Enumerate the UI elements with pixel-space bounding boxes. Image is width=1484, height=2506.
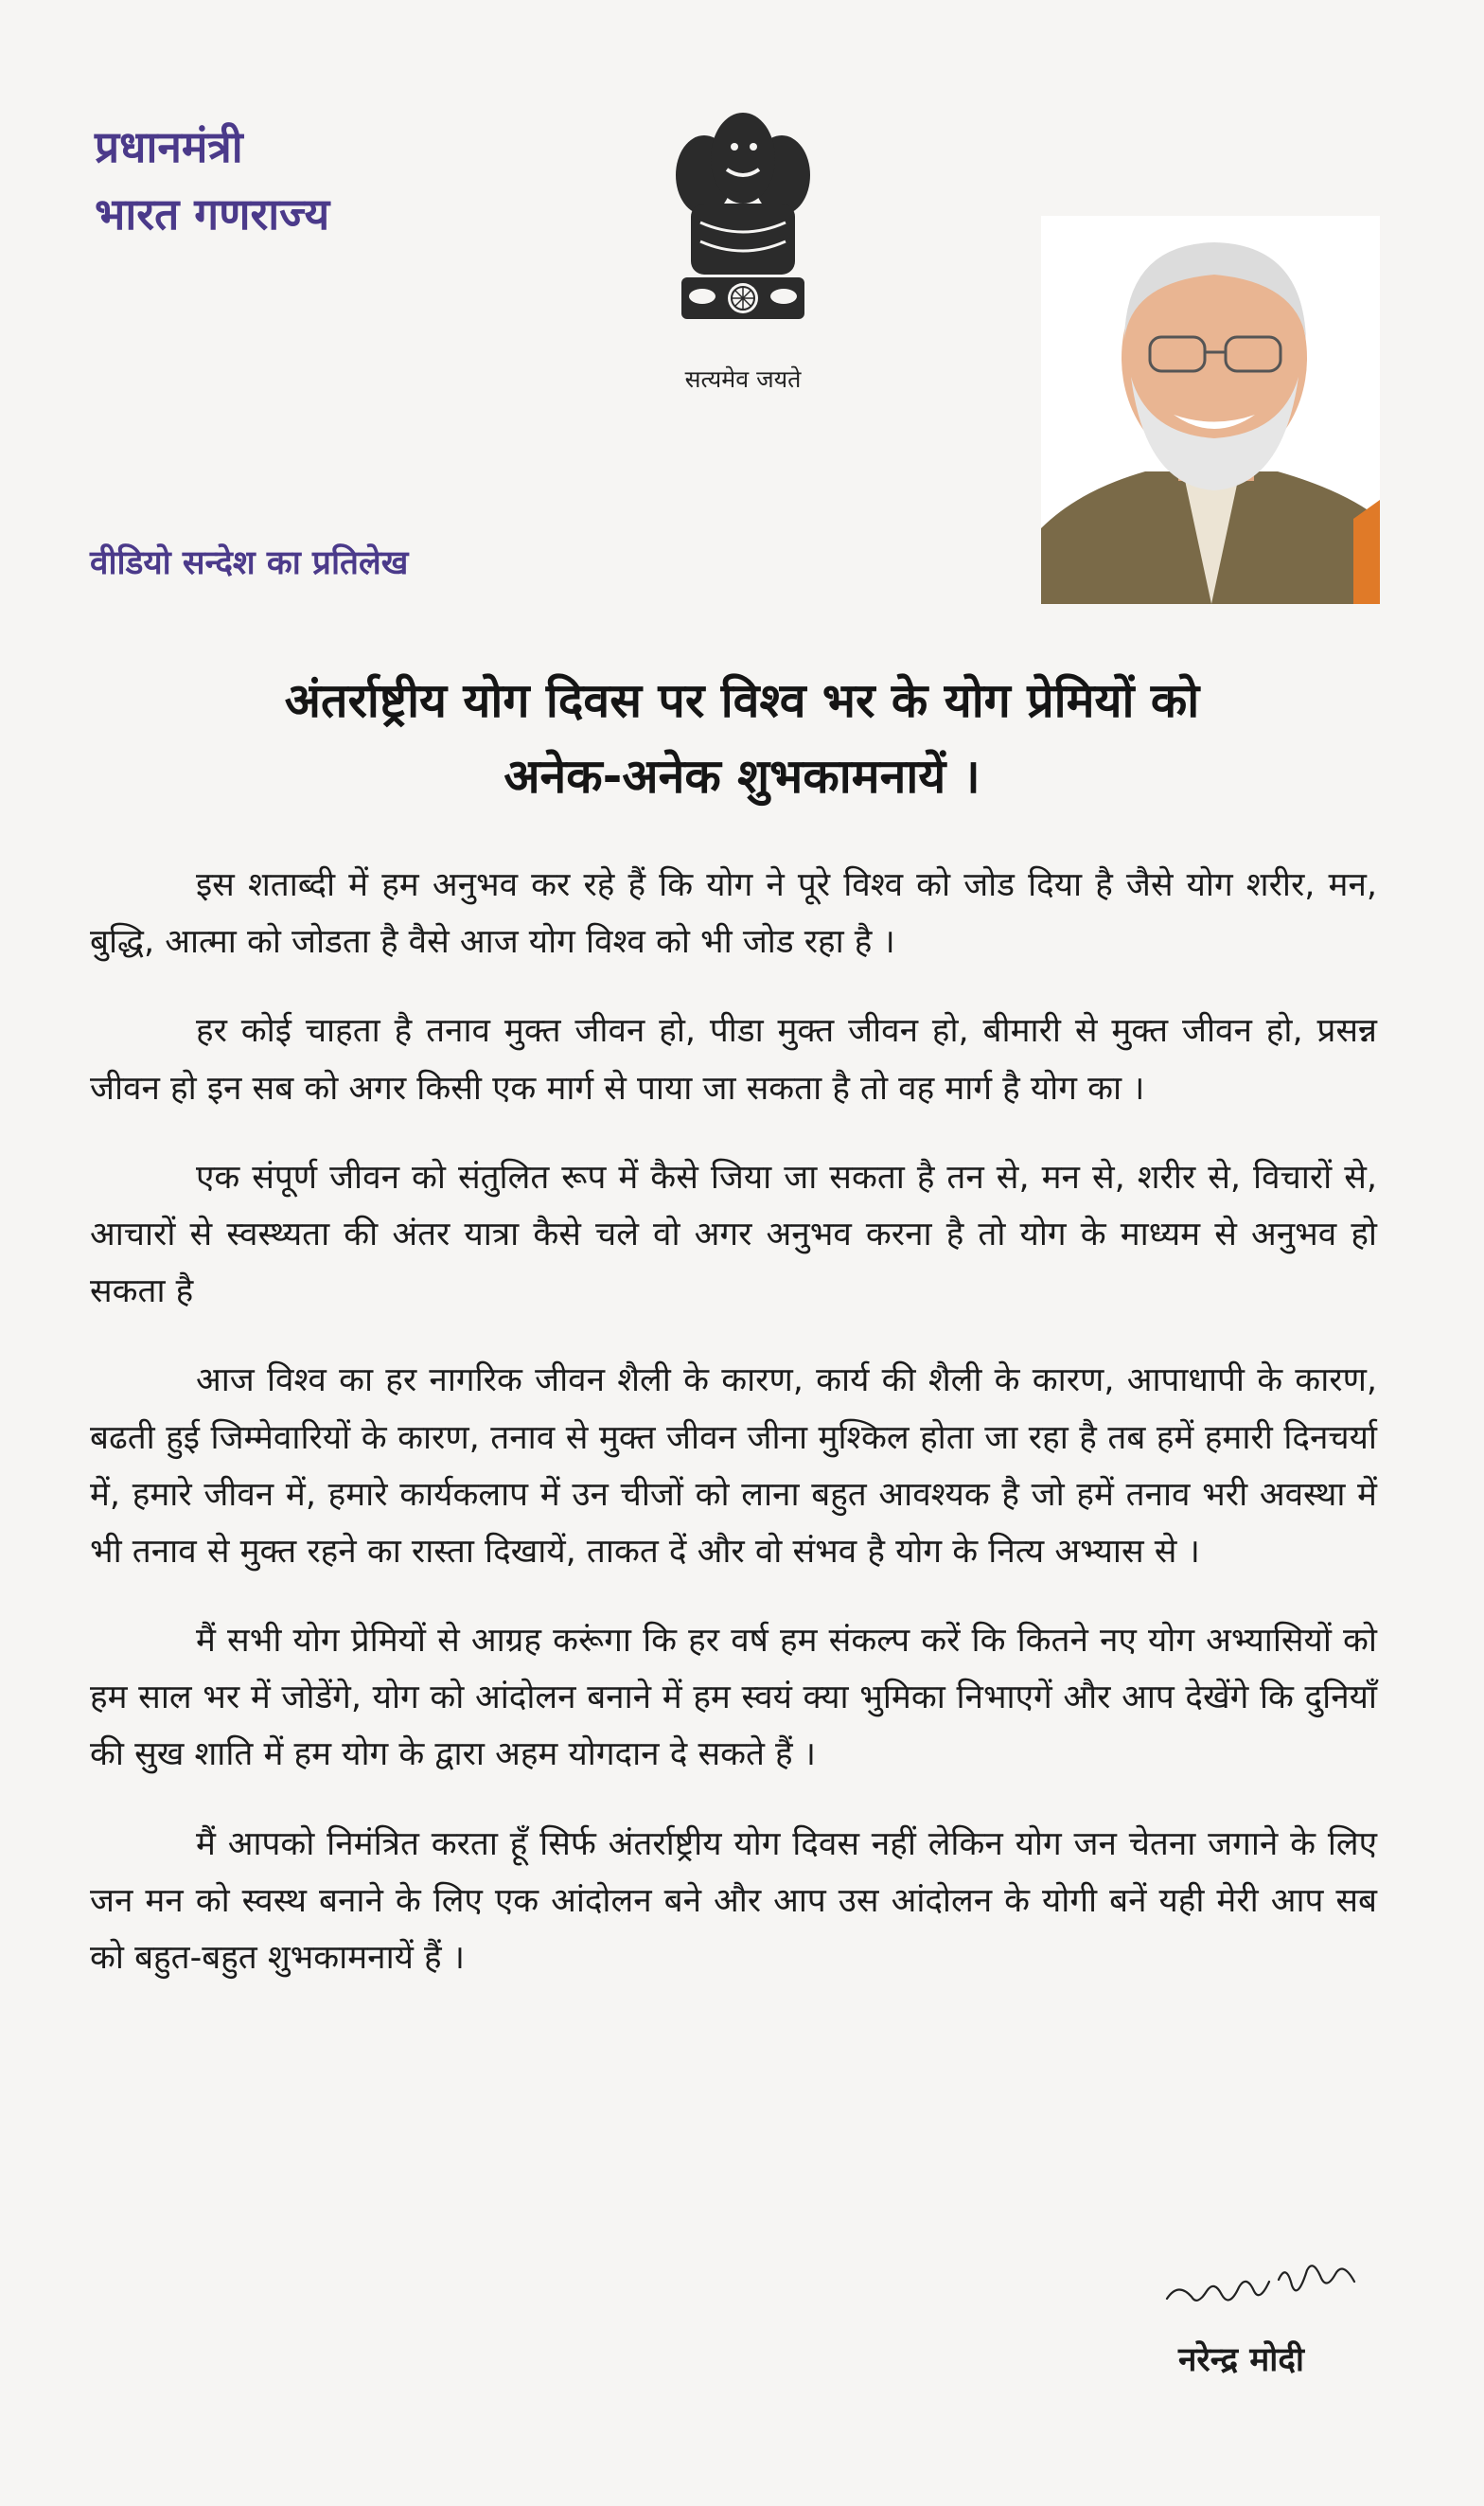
paragraph: मैं आपको निमंत्रित करता हूँ सिर्फ अंतर्राष्ट्रीय योग दिवस नहीं लेकिन योग जन चेतना जगाने के लिए जन मन को स्वस्थ बनाने के लिए एक आंदोलन बने और आप उस आंदोलन के योगी बनें यही मेरी आप सब को बहुत-बहुत शुभकामनायें हैं ।	[90, 1824, 1377, 1977]
paragraph: इस शताब्दी में हम अनुभव कर रहे हैं कि योग ने पूरे विश्व को जोड दिया है जैसे योग शरीर, मन, बुद्धि, आत्मा को जोडता है वैसे आज योग विश्व को भी जोड रहा है ।	[90, 866, 1377, 962]
paragraph: एक संपूर्ण जीवन को संतुलित रूप में कैसे जिया जा सकता है तन से, मन से, शरीर से, विचारों से, आचारों से स्वस्थ्यता की अंतर यात्रा कैसे चले वो अगर अनुभव करना है तो योग के माध्यम से अनुभव हो सकता है	[90, 1158, 1378, 1311]
signatory-name: नरेन्द्र मोदी	[1178, 2341, 1304, 2379]
paragraph: आज विश्व का हर नागरिक जीवन शैली के कारण, कार्य की शैली के कारण, आपाधापी के कारण, बढती हुई जिम्मेवारियों के कारण, तनाव से मुक्त जीवन जीना मुश्किल होता जा रहा है तब हमें हमारी दिनचर्या में, हमारे जीवन में, हमारे कार्यकलाप में उन चीजों को लाना बहुत आवश्यक है जो हमें तनाव भरी अवस्था में भी तनाव से मुक्त रहने का रास्ता दिखायें, ताकत दें और वो संभव है योग के नित्य अभ्यास से ।	[90, 1361, 1377, 1571]
country-name: भारत गणराज्य	[95, 188, 330, 240]
title-line-2: अनेक-अनेक शुभकामनायें ।	[504, 749, 980, 804]
office-title: प्रधानमंत्री	[95, 121, 243, 172]
transcript-subheading: वीडियो सन्देश का प्रतिलेख	[90, 544, 409, 582]
paragraph: हर कोई चाहता है तनाव मुक्त जीवन हो, पीडा मुक्त जीवन हो, बीमारी से मुक्त जीवन हो, प्रसन्न जीवन हो इन सब को अगर किसी एक मार्ग से पाया जा सकता है तो वह मार्ग है योग का ।	[90, 1012, 1377, 1108]
national-emblem	[653, 109, 833, 395]
paragraph: मैं सभी योग प्रेमियों से आग्रह करूंगा कि हर वर्ष हम संकल्प करें कि कितने नए योग अभ्यासियों को हम साल भर में जोडेंगे, योग को आंदोलन बनाने में हम स्वयं क्या भुमिका निभाएगें और आप देखेंगे कि दुनियाँ की सुख शाति में हम योग के द्वारा अहम योगदान दे सकते हैं ।	[90, 1622, 1377, 1774]
ashoka-lion-capital-emblem-icon	[672, 109, 814, 355]
letter-body	[90, 857, 1377, 2018]
letter-title	[142, 663, 1342, 814]
prime-minister-portrait	[1041, 216, 1380, 604]
office-heading	[95, 114, 329, 249]
handwritten-signature	[1159, 2253, 1368, 2319]
title-line-1: अंतर्राष्ट्रीय योग दिवस पर विश्व भर के योग प्रेमियों को	[284, 673, 1200, 728]
emblem-motto: सत्यमेव जयते	[684, 365, 802, 393]
